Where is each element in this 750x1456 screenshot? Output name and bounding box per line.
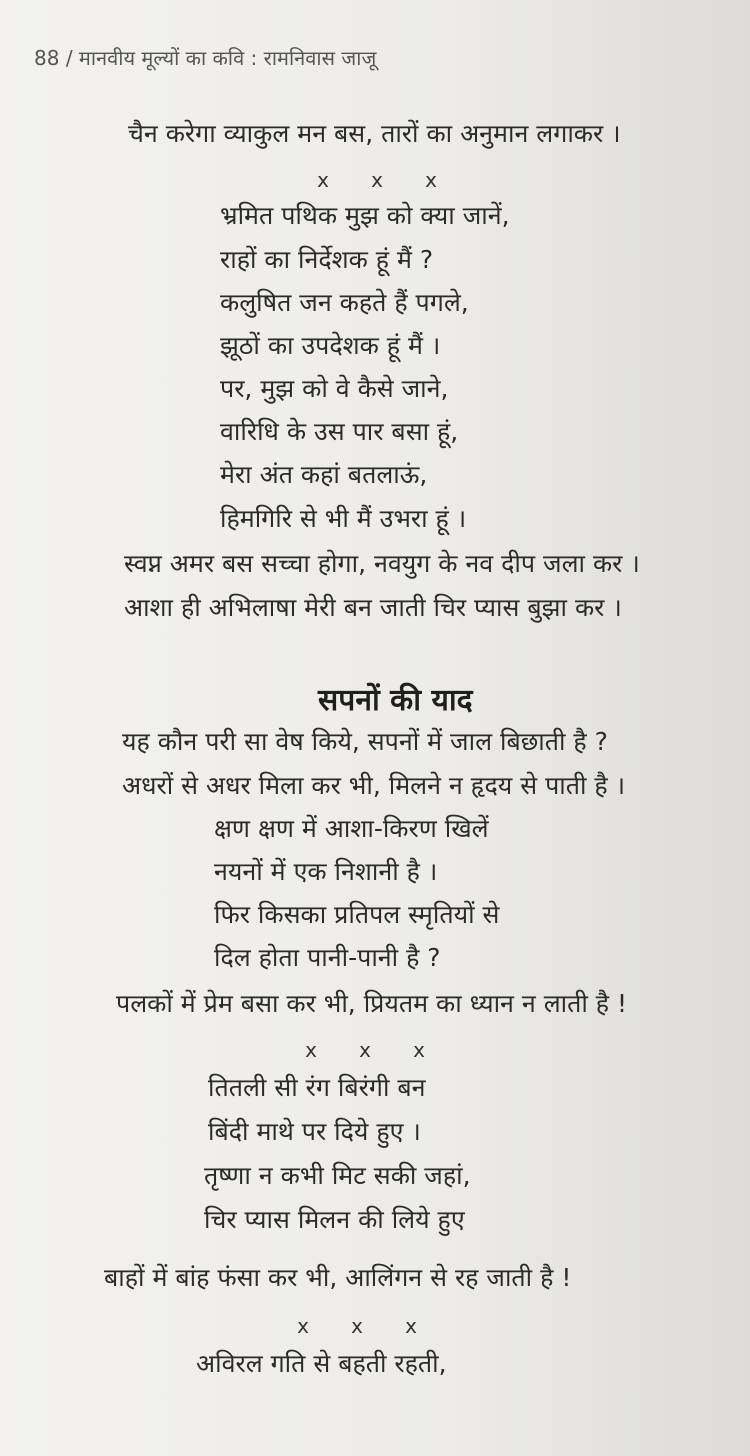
verse-line: बिंदी माथे पर दिये हुए । [208,1117,421,1146]
verse-line: हिमगिरि से भी मैं उभरा हूं । [220,504,467,533]
verse-line: वारिधि के उस पार बसा हूं, [220,417,459,446]
verse-line: भ्रमित पथिक मुझ को क्या जानें, [220,201,510,230]
verse-line: आशा ही अभिलाषा मेरी बन जाती चिर प्यास बुझा कर । [124,593,622,622]
stanza-separator: x x x [305,1038,425,1062]
verse-line: स्वप्न अमर बस सच्चा होगा, नवयुग के नव दीप जला कर । [124,549,640,578]
verse-line: चैन करेगा व्याकुल मन बस, तारों का अनुमान लगाकर । [128,119,621,148]
page-number: 88 [34,46,60,70]
running-title: / मानवीय मूल्यों का कवि : रामनिवास जाजू [65,46,377,70]
poem-title: सपनों की याद [318,683,473,718]
verse-line: झूठों का उपदेशक हूं मैं । [220,331,441,360]
verse-line: नयनों में एक निशानी है । [214,857,438,886]
verse-line: कलुषित जन कहते हैं पगले, [220,288,469,317]
verse-line: अधरों से अधर मिला कर भी, मिलने न हृदय से पाती है । [122,771,626,800]
verse-line: क्षण क्षण में आशा-किरण खिलें [214,814,489,843]
verse-line: यह कौन परी सा वेष किये, सपनों में जाल बिछाती है ? [122,727,608,756]
verse-line: तितली सी रंग बिरंगी बन [208,1073,426,1102]
verse-line: चिर प्यास मिलन की लिये हुए [204,1205,465,1234]
page-header [34,44,376,71]
verse-line: तृष्णा न कभी मिट सकी जहां, [204,1161,471,1190]
verse-line: बाहों में बांह फंसा कर भी, आलिंगन से रह जाती है ! [104,1263,572,1292]
verse-line: पर, मुझ को वे कैसे जाने, [220,374,449,403]
stanza-separator: x x x [297,1314,417,1338]
verse-line: राहों का निर्देशक हूं मैं ? [220,245,434,274]
verse-line: फिर किसका प्रतिपल स्मृतियों से [214,900,500,929]
verse-line: दिल होता पानी-पानी है ? [214,943,441,972]
verse-line: मेरा अंत कहां बतलाऊं, [220,460,428,489]
verse-line: पलकों में प्रेम बसा कर भी, प्रियतम का ध्यान न लाती है ! [116,989,628,1018]
stanza-separator: x x x [317,168,437,192]
verse-line: अविरल गति से बहती रहती, [196,1349,447,1378]
